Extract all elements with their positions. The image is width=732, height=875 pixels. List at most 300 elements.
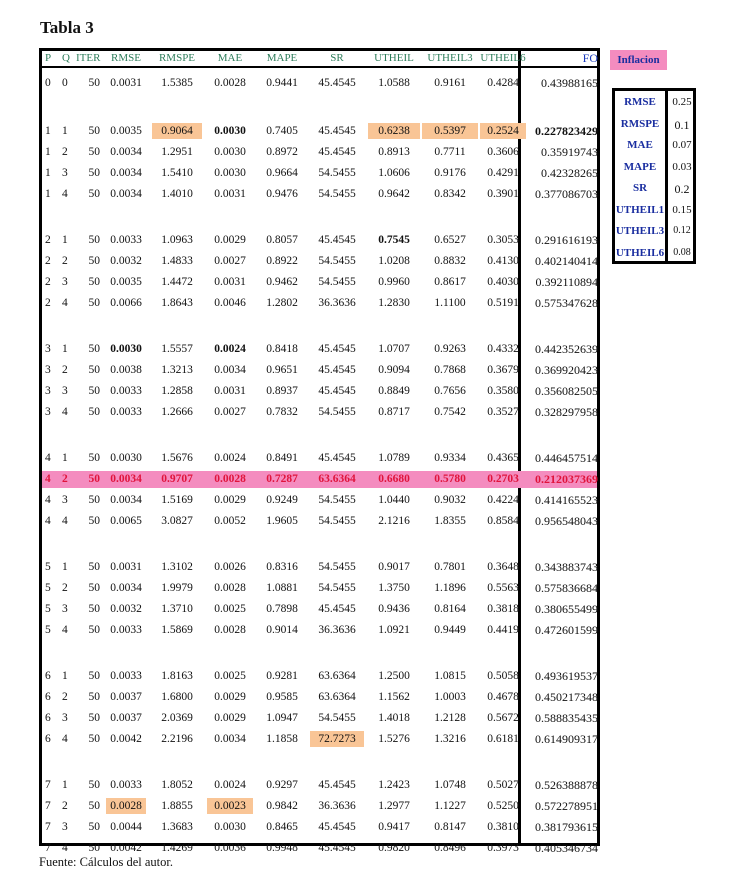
cell-mae: 0.0046 [214,297,246,309]
cell-mape: 0.9297 [266,779,298,791]
source-note: Fuente: Cálculos del autor. [39,855,174,869]
cell-p: 6 [45,712,51,724]
cell-mae: 0.0030 [214,125,246,137]
cell-rmse: 0.0030 [110,343,142,355]
cell-mae: 0.0024 [214,452,246,464]
cell-utheil: 0.9094 [378,364,410,376]
cell-utheil6: 0.8584 [487,515,519,527]
cell-utheil3: 1.2128 [434,712,466,724]
cell-sr: 54.5455 [318,515,356,527]
cell-sr: 45.4545 [318,125,356,137]
cell-iter: 50 [88,603,100,615]
cell-q: 3 [62,712,68,724]
cell-utheil: 0.9960 [378,276,410,288]
weight-label: SR [632,182,648,194]
cell-sr: 36.3636 [318,297,356,309]
cell-fo: 0.472601599 [535,623,598,637]
cell-fo: 0.575347628 [535,296,598,310]
cell-p: 3 [45,364,51,376]
cell-q: 4 [62,624,68,636]
cell-iter: 50 [88,297,100,309]
cell-utheil3: 0.6527 [434,234,466,246]
table-row [42,668,597,685]
weight-value: 0.08 [673,246,691,258]
weight-label: RMSE [624,96,656,108]
header-divider [42,66,597,68]
cell-rmse: 0.0035 [110,125,142,137]
cell-mape: 0.9476 [266,188,298,200]
weight-label: MAE [627,139,653,151]
cell-mape: 0.9249 [266,494,298,506]
cell-rmse: 0.0044 [110,821,142,833]
cell-rmse: 0.0031 [110,77,142,89]
cell-fo: 0.392110894 [535,275,598,289]
cell-sr: 45.4545 [318,364,356,376]
cell-iter: 50 [88,691,100,703]
cell-q: 3 [62,167,68,179]
cell-p: 5 [45,582,51,594]
weight-value: 0.03 [672,160,692,173]
cell-mae: 0.0031 [214,188,246,200]
cell-utheil: 1.3750 [378,582,410,594]
cell-q: 4 [62,297,68,309]
cell-iter: 50 [88,473,100,485]
cell-utheil6: 0.4365 [487,452,519,464]
cell-mape: 0.8922 [266,255,298,267]
cell-iter: 50 [88,77,100,89]
cell-rmspe: 0.9707 [161,473,193,485]
cell-utheil3: 0.9161 [434,77,466,89]
cell-mae: 0.0028 [214,582,246,594]
cell-mae: 0.0024 [214,343,246,355]
table-row [42,165,597,182]
cell-iter: 50 [88,385,100,397]
cell-iter: 50 [88,779,100,791]
cell-utheil: 2.1216 [378,515,410,527]
cell-utheil3: 1.8355 [434,515,466,527]
cell-rmspe: 1.8855 [161,800,193,812]
cell-utheil: 1.0208 [378,255,410,267]
cell-sr: 72.7273 [310,731,364,747]
cell-utheil6: 0.6181 [487,733,519,745]
cell-p: 2 [45,234,51,246]
cell-mape: 1.2802 [266,297,298,309]
cell-rmse: 0.0030 [110,452,142,464]
cell-utheil: 0.9820 [378,842,410,854]
cell-p: 1 [45,167,51,179]
cell-utheil: 0.8849 [378,385,410,397]
header-q: Q [62,52,70,64]
cell-sr: 63.6364 [318,473,356,485]
cell-utheil: 1.2830 [378,297,410,309]
cell-rmse: 0.0032 [110,603,142,615]
cell-iter: 50 [88,146,100,158]
cell-utheil: 1.0921 [378,624,410,636]
cell-iter: 50 [88,452,100,464]
cell-utheil: 0.6238 [368,123,420,139]
cell-q: 4 [62,188,68,200]
cell-rmspe: 1.4833 [161,255,193,267]
cell-sr: 54.5455 [318,494,356,506]
cell-mape: 0.9281 [266,670,298,682]
cell-rmse: 0.0038 [110,364,142,376]
cell-mape: 0.8972 [266,146,298,158]
cell-mape: 0.8418 [266,343,298,355]
cell-utheil3: 1.0748 [434,779,466,791]
table-row [42,798,597,815]
cell-fo: 0.291616193 [535,233,598,247]
cell-iter: 50 [88,234,100,246]
cell-utheil: 0.8913 [378,146,410,158]
cell-sr: 45.4545 [318,452,356,464]
cell-rmspe: 1.3683 [161,821,193,833]
cell-fo: 0.526388878 [535,778,598,792]
cell-p: 7 [45,779,51,791]
cell-p: 4 [45,473,51,485]
header-mape: MAPE [266,52,298,64]
cell-mape: 1.0947 [266,712,298,724]
cell-sr: 54.5455 [318,712,356,724]
cell-q: 3 [62,821,68,833]
cell-utheil3: 0.7656 [434,385,466,397]
cell-rmspe: 1.5869 [161,624,193,636]
cell-q: 2 [62,691,68,703]
cell-utheil6: 0.5672 [487,712,519,724]
cell-sr: 45.4545 [318,821,356,833]
cell-sr: 54.5455 [318,167,356,179]
weight-label: UTHEIL3 [615,225,665,237]
cell-iter: 50 [88,364,100,376]
table-row [42,622,597,639]
cell-mae: 0.0027 [214,255,246,267]
cell-utheil: 0.8717 [378,406,410,418]
cell-p: 6 [45,733,51,745]
cell-utheil6: 0.5250 [487,800,519,812]
cell-rmse: 0.0034 [110,167,142,179]
cell-q: 1 [62,779,68,791]
cell-mape: 0.7287 [266,473,298,485]
cell-utheil3: 0.5780 [434,473,466,485]
cell-utheil3: 0.9263 [434,343,466,355]
table-row [42,232,597,249]
cell-mae: 0.0030 [214,821,246,833]
inflacion-label: Inflacion [610,50,667,70]
cell-p: 0 [45,77,51,89]
cell-fo: 0.227823429 [535,124,598,138]
cell-q: 2 [62,800,68,812]
cell-utheil3: 0.8617 [434,276,466,288]
cell-mae: 0.0026 [214,561,246,573]
cell-fo: 0.212037369 [535,472,598,486]
cell-sr: 54.5455 [318,188,356,200]
cell-utheil3: 1.0815 [434,670,466,682]
cell-q: 1 [62,234,68,246]
cell-q: 3 [62,276,68,288]
cell-rmse: 0.0042 [110,842,142,854]
cell-iter: 50 [88,188,100,200]
cell-utheil3: 0.7801 [434,561,466,573]
cell-mae: 0.0052 [214,515,246,527]
cell-fo: 0.377086703 [535,187,598,201]
cell-sr: 63.6364 [318,670,356,682]
cell-utheil6: 0.4678 [487,691,519,703]
table-row [42,450,597,467]
cell-iter: 50 [88,494,100,506]
cell-iter: 50 [88,624,100,636]
cell-iter: 50 [88,821,100,833]
cell-rmspe: 1.5169 [161,494,193,506]
cell-mape: 1.1858 [266,733,298,745]
cell-q: 4 [62,842,68,854]
cell-iter: 50 [88,842,100,854]
cell-sr: 45.4545 [318,603,356,615]
cell-q: 1 [62,561,68,573]
cell-mape: 0.9651 [266,364,298,376]
cell-utheil: 1.0606 [378,167,410,179]
cell-rmse: 0.0037 [110,712,142,724]
cell-rmspe: 1.4010 [161,188,193,200]
cell-mae: 0.0025 [214,670,246,682]
cell-utheil: 0.6680 [378,473,410,485]
cell-utheil6: 0.3810 [487,821,519,833]
cell-utheil: 1.0707 [378,343,410,355]
cell-utheil6: 0.4291 [487,167,519,179]
cell-fo: 0.343883743 [535,560,598,574]
cell-q: 2 [62,582,68,594]
cell-fo: 0.956548043 [535,514,598,528]
table-row [42,341,597,358]
table-row [42,471,597,488]
cell-utheil3: 1.0003 [434,691,466,703]
cell-fo: 0.450217348 [535,690,598,704]
cell-q: 3 [62,385,68,397]
cell-iter: 50 [88,712,100,724]
cell-utheil: 1.2977 [378,800,410,812]
cell-rmspe: 1.5676 [161,452,193,464]
cell-q: 1 [62,670,68,682]
cell-rmspe: 1.3102 [161,561,193,573]
cell-mape: 0.7405 [266,125,298,137]
cell-p: 2 [45,276,51,288]
cell-sr: 45.4545 [318,385,356,397]
table-row [42,559,597,576]
cell-utheil3: 1.1100 [434,297,466,309]
table-row [42,123,597,140]
cell-utheil6: 0.2524 [480,123,526,139]
cell-mae: 0.0029 [214,494,246,506]
weight-label: UTHEIL1 [615,203,665,216]
cell-sr: 54.5455 [318,561,356,573]
cell-sr: 45.4545 [318,77,356,89]
table-row [42,731,597,748]
cell-mape: 1.9605 [266,515,298,527]
cell-utheil3: 1.1896 [434,582,466,594]
cell-utheil6: 0.3053 [487,234,519,246]
cell-utheil3: 0.9449 [434,624,466,636]
cell-p: 6 [45,670,51,682]
cell-rmse: 0.0033 [110,670,142,682]
cell-rmse: 0.0037 [110,691,142,703]
cell-utheil3: 0.7711 [434,146,466,158]
cell-mae: 0.0030 [214,167,246,179]
cell-mae: 0.0031 [214,385,246,397]
cell-iter: 50 [88,582,100,594]
cell-fo: 0.35919743 [541,145,598,159]
cell-rmspe: 0.9064 [152,123,202,139]
table-row [42,75,597,92]
cell-p: 5 [45,624,51,636]
weight-label: MAPE [623,160,657,173]
cell-mae: 0.0029 [214,234,246,246]
cell-mape: 0.8491 [266,452,298,464]
cell-fo: 0.442352639 [535,342,598,356]
cell-utheil6: 0.4284 [487,77,519,89]
cell-utheil: 0.9417 [378,821,410,833]
cell-utheil6: 0.5563 [487,582,519,594]
header-mae: MAE [217,52,243,64]
cell-utheil6: 0.4419 [487,624,519,636]
cell-q: 0 [62,77,68,89]
cell-p: 7 [45,842,51,854]
cell-q: 4 [62,733,68,745]
cell-p: 3 [45,343,51,355]
cell-q: 2 [62,146,68,158]
cell-mape: 0.9948 [266,842,298,854]
cell-mape: 1.0881 [266,582,298,594]
cell-mae: 0.0024 [214,779,246,791]
cell-sr: 45.4545 [318,234,356,246]
cell-sr: 54.5455 [318,582,356,594]
table-row [42,513,597,530]
cell-p: 1 [45,125,51,137]
table-row [42,710,597,727]
weight-label: UTHEIL6 [615,246,665,259]
cell-sr: 45.4545 [318,146,356,158]
cell-mae: 0.0028 [214,77,246,89]
cell-q: 3 [62,603,68,615]
cell-fo: 0.380655499 [535,602,598,616]
cell-mape: 0.9462 [266,276,298,288]
cell-utheil3: 0.9334 [434,452,466,464]
cell-mae: 0.0028 [214,624,246,636]
cell-rmse: 0.0028 [106,798,146,814]
cell-rmspe: 1.6800 [161,691,193,703]
cell-fo: 0.446457514 [535,451,598,465]
cell-mape: 0.7832 [266,406,298,418]
cell-mape: 0.8057 [266,234,298,246]
cell-p: 1 [45,188,51,200]
cell-sr: 36.3636 [318,624,356,636]
cell-rmse: 0.0033 [110,779,142,791]
cell-rmse: 0.0033 [110,624,142,636]
cell-sr: 45.4545 [318,842,356,854]
cell-rmse: 0.0035 [110,276,142,288]
cell-iter: 50 [88,733,100,745]
cell-mape: 0.8937 [266,385,298,397]
weight-value: 0.15 [672,203,692,216]
cell-utheil: 1.5276 [378,733,410,745]
cell-rmspe: 1.4472 [161,276,193,288]
cell-utheil6: 0.4332 [487,343,519,355]
cell-mae: 0.0027 [214,406,246,418]
cell-mae: 0.0029 [214,712,246,724]
cell-mae: 0.0034 [214,364,246,376]
cell-fo: 0.402140414 [535,254,598,268]
table-row [42,580,597,597]
cell-utheil6: 0.4224 [487,494,519,506]
cell-p: 3 [45,385,51,397]
cell-utheil3: 0.8342 [434,188,466,200]
cell-p: 4 [45,515,51,527]
cell-mape: 0.9664 [266,167,298,179]
table-row [42,144,597,161]
cell-fo: 0.572278951 [535,799,598,813]
cell-utheil: 0.9017 [378,561,410,573]
cell-rmse: 0.0034 [110,473,142,485]
header-rmse: RMSE [111,52,141,64]
cell-q: 3 [62,494,68,506]
cell-utheil: 1.1562 [378,691,410,703]
cell-utheil3: 1.1227 [434,800,466,812]
cell-q: 4 [62,406,68,418]
header-utheil6: UTHEIL6 [480,52,526,64]
header-iter: ITER [76,52,101,64]
cell-iter: 50 [88,125,100,137]
cell-rmspe: 1.5557 [161,343,193,355]
cell-mape: 0.9585 [266,691,298,703]
weight-value: 0.07 [672,139,692,151]
cell-q: 1 [62,343,68,355]
table-row [42,601,597,618]
cell-iter: 50 [88,276,100,288]
cell-utheil: 1.2423 [378,779,410,791]
cell-p: 4 [45,452,51,464]
cell-utheil3: 0.8147 [434,821,466,833]
cell-utheil6: 0.5027 [487,779,519,791]
cell-rmse: 0.0032 [110,255,142,267]
cell-fo: 0.588835435 [535,711,598,725]
cell-iter: 50 [88,167,100,179]
cell-rmspe: 2.0369 [161,712,193,724]
cell-fo: 0.575836684 [535,581,598,595]
cell-fo: 0.614909317 [535,732,598,746]
weight-value: 0.25 [672,96,692,108]
cell-p: 1 [45,146,51,158]
header-rmspe: RMSPE [158,52,196,64]
cell-mae: 0.0028 [214,473,246,485]
table-row [42,253,597,270]
table-row [42,404,597,421]
cell-rmse: 0.0034 [110,494,142,506]
cell-utheil3: 0.9176 [434,167,466,179]
cell-utheil6: 0.5058 [487,670,519,682]
table-title: Tabla 3 [40,18,94,37]
header-utheil: UTHEIL [374,52,414,64]
cell-mae: 0.0030 [214,146,246,158]
table-row [42,777,597,794]
weight-value: 0.12 [673,225,691,236]
cell-rmspe: 1.2858 [161,385,193,397]
cell-sr: 45.4545 [318,779,356,791]
cell-rmspe: 1.0963 [161,234,193,246]
cell-fo: 0.381793615 [535,820,598,834]
cell-rmspe: 2.2196 [161,733,193,745]
table-row [42,383,597,400]
cell-fo: 0.405346734 [535,841,598,855]
cell-p: 5 [45,603,51,615]
cell-mape: 0.9441 [266,77,298,89]
table-row [42,819,597,836]
